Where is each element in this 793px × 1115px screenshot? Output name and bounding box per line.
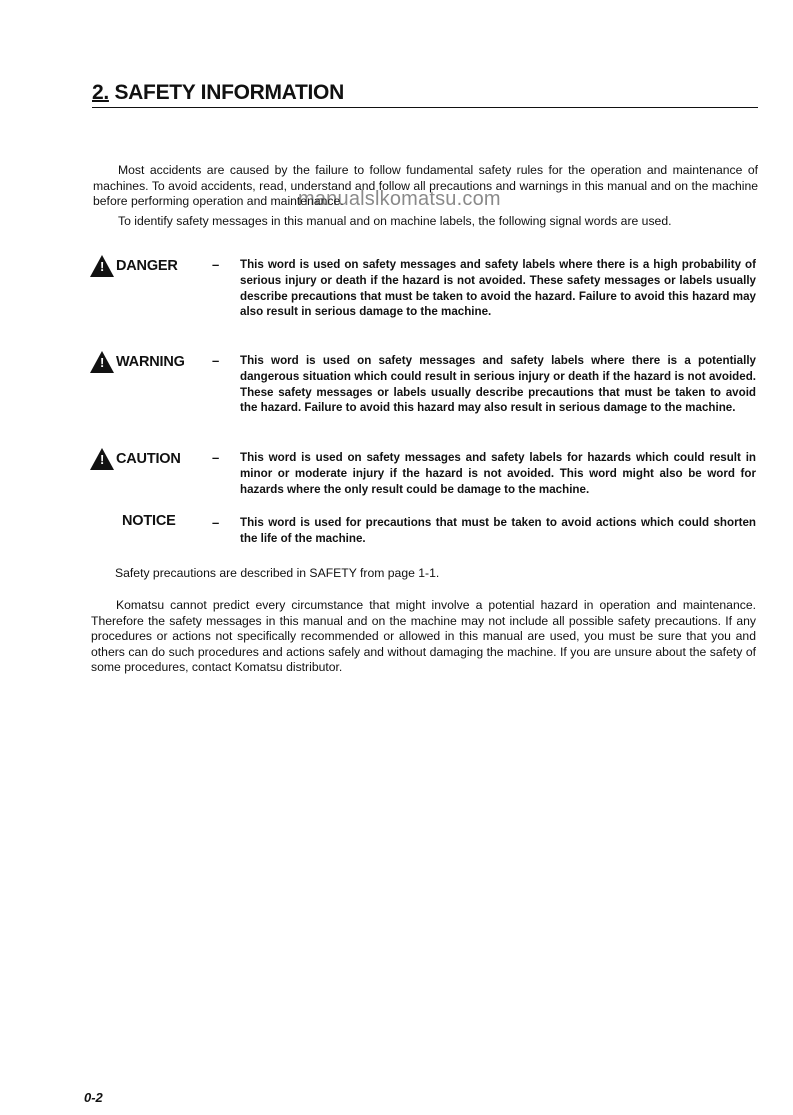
warning-triangle-icon: ! [90,351,114,373]
signal-word-label: ! CAUTION [90,448,181,470]
section-heading [92,80,344,106]
signal-description: This word is used on safety messages and safety labels where there is a potentially dangerous situation which could result in serious injury or death if the hazard is not avoided. These safety messages or labels usually describe precautions that must be taken to avoid the hazard. Failure to avoid this hazard may also result in serious damage to the machine. [240,354,756,415]
page-number: 0-2 [84,1090,103,1105]
signal-word-label: ! DANGER [90,255,178,277]
dash: – [212,450,220,465]
dash: – [212,515,220,530]
signal-intro-paragraph: To identify safety messages in this manual and on machine labels, the following signal words are used. [118,214,672,228]
dash: – [212,353,220,368]
signal-word-label: NOTICE [122,513,176,529]
signal-description: This word is used on safety messages and safety labels where there is a high probability of serious injury or death if the hazard is not avoided. These safety messages or labels usually describe precautions that must be taken to avoid the hazard. Failure to avoid this hazard may also result in serious damage to the machine. [240,258,756,319]
dash: – [212,257,220,272]
closing-paragraph: Komatsu cannot predict every circumstance that might involve a potential hazard in operation and maintenance. Therefore the safety messages in this manual and on the machine may not include all possible safety precautions. If any procedures or actions not specifically recommended or allowed in this manual are used, you must be sure that you and others can do such procedures and actions safely and without damaging the machine. If you are unsure about the safety of some procedures, contact Komatsu distributor. [91,598,756,675]
intro-paragraph: Most accidents are caused by the failure to follow fundamental safety rules for the operation and maintenance of machines. To avoid accidents, read, understand and follow all precautions and warnings in this manual and on the machine before performing operation and maintenance. [93,163,758,209]
heading-rule [92,107,758,108]
signal-word-label: ! WARNING [90,351,185,373]
warning-triangle-icon: ! [90,448,114,470]
signal-description: This word is used on safety messages and safety labels for hazards which could result in minor or moderate injury if the hazard is not avoided. This word might also be word for hazards where the only result could be damage to the machine. [240,451,756,496]
watermark: manualslkomatsu.com [298,188,501,210]
reference-line: Safety precautions are described in SAFETY from page 1-1. [115,566,440,580]
section-number: 2. [92,81,109,104]
signal-description: This word is used for precautions that must be taken to avoid actions which could shorten the life of the machine. [240,516,756,545]
warning-triangle-icon: ! [90,255,114,277]
section-title: SAFETY INFORMATION [114,81,344,104]
